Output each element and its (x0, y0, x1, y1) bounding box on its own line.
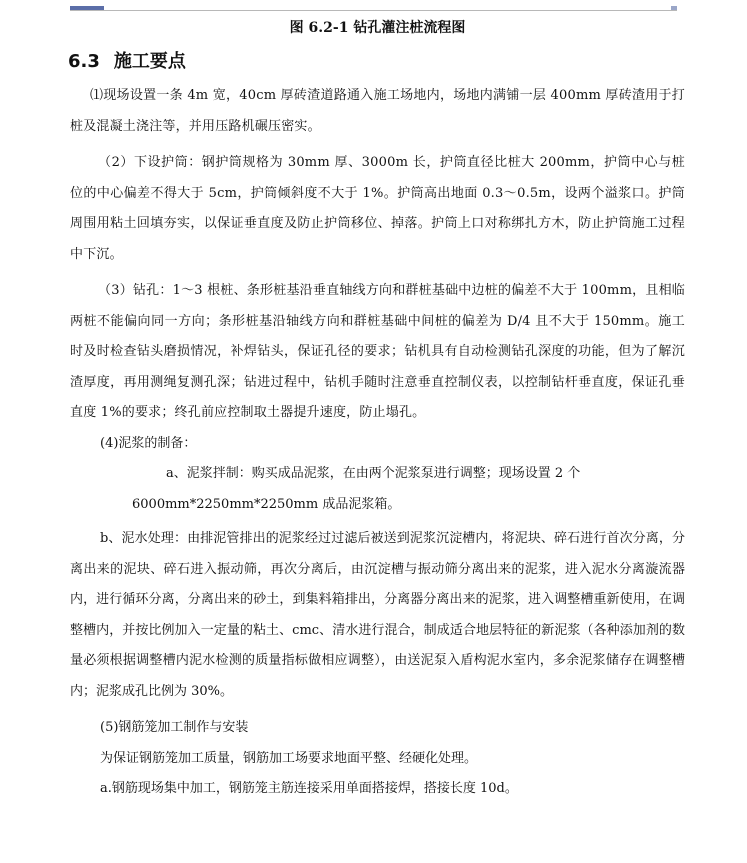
paragraph-cage-heading: (5)钢筋笼加工制作与安装 (100, 720, 249, 735)
figure-caption: 图 6.2-1 钻孔灌注桩流程图 (289, 20, 466, 36)
paragraph-slurry-treatment: b、泥水处理：由排泥管排出的泥浆经过过滤后被送到泥浆沉淀槽内，将泥块、碎石进行首次分离，分离出来的泥块、碎石进入振动筛，再次分离后，由沉淀槽与振动筛分离出来的泥浆，进入泥水分离漩流器内，进行循环分离，分离出来的砂土，到集料箱排出，分离器分离出来的泥浆，进入调整槽重新使用，在调整槽内，并按比例加入一定量的粘土、cmc、清水进行混合，制成适合地层特征的新泥浆（各种添加剂的数量必须根据调整槽内泥水检测的质量指标做相应调整），由送泥泵入盾构泥水室内，多余泥浆储存在调整槽内；泥浆成孔比例为 30%。 (70, 531, 685, 699)
paragraph-slurry-mixing: a、泥浆拌制：购买成品泥浆，在由两个泥浆泵进行调整；现场设置 2 个 6000mm*2250mm*2250mm 成品泥浆箱。 (132, 466, 581, 512)
paragraph-site-road: ⑴现场设置一条 4m 宽，40cm 厚砖渣道路通入施工场地内，场地内满铺一层 400mm 厚砖渣用于打桩及混凝土浇注等，并用压路机碾压密实。 (70, 88, 685, 134)
header-rule (70, 10, 677, 11)
paragraph-cage-quality: 为保证钢筋笼加工质量，钢筋加工场要求地面平整、经硬化处理。 (100, 750, 478, 766)
document-page (70, 14, 685, 805)
paragraph-slurry-heading: (4)泥浆的制备： (100, 435, 197, 451)
paragraph-drilling: （3）钻孔：1～3 根桩、条形桩基沿垂直轴线方向和群桩基础中边桩的偏差不大于 100mm，且相临两桩不能偏向同一方向；条形桩基沿轴线方向和群桩基础中间桩的偏差为 D/4 且不大于 150mm。施工时及时检查钻头磨损情况，补焊钻头，保证孔径的要求；钻机具有自动检测钻孔深度的功能，但为了解沉渣厚度，再用测绳复测孔深；钻进过程中，钻机手随时注意垂直控制仪表，以控制钻杆垂直度，保证孔垂直度 1%的要求；终孔前应控制取土器提升速度，防止塌孔。 (70, 283, 685, 420)
section-heading (68, 49, 685, 75)
paragraph-casing: （2）下设护筒：钢护筒规格为 30mm 厚、3000m 长，护筒直径比桩大 200mm，护筒中心与桩位的中心偏差不得大于 5cm，护筒倾斜度不大于 1%。护筒高出地面 0.3～0.5m，设两个溢浆口。护筒周围用粘土回填夯实，以保证垂直度及防止护筒移位、掉落。护筒上口对称绑扎方木，防止护筒施工过程中下沉。 (70, 155, 685, 262)
paragraph-cage-welding: a.钢筋现场集中加工，钢筋笼主筋连接采用单面搭接焊，搭接长度 10d。 (100, 781, 518, 796)
section-title: 施工要点 (113, 51, 186, 72)
section-number: 6.3 (68, 51, 100, 72)
